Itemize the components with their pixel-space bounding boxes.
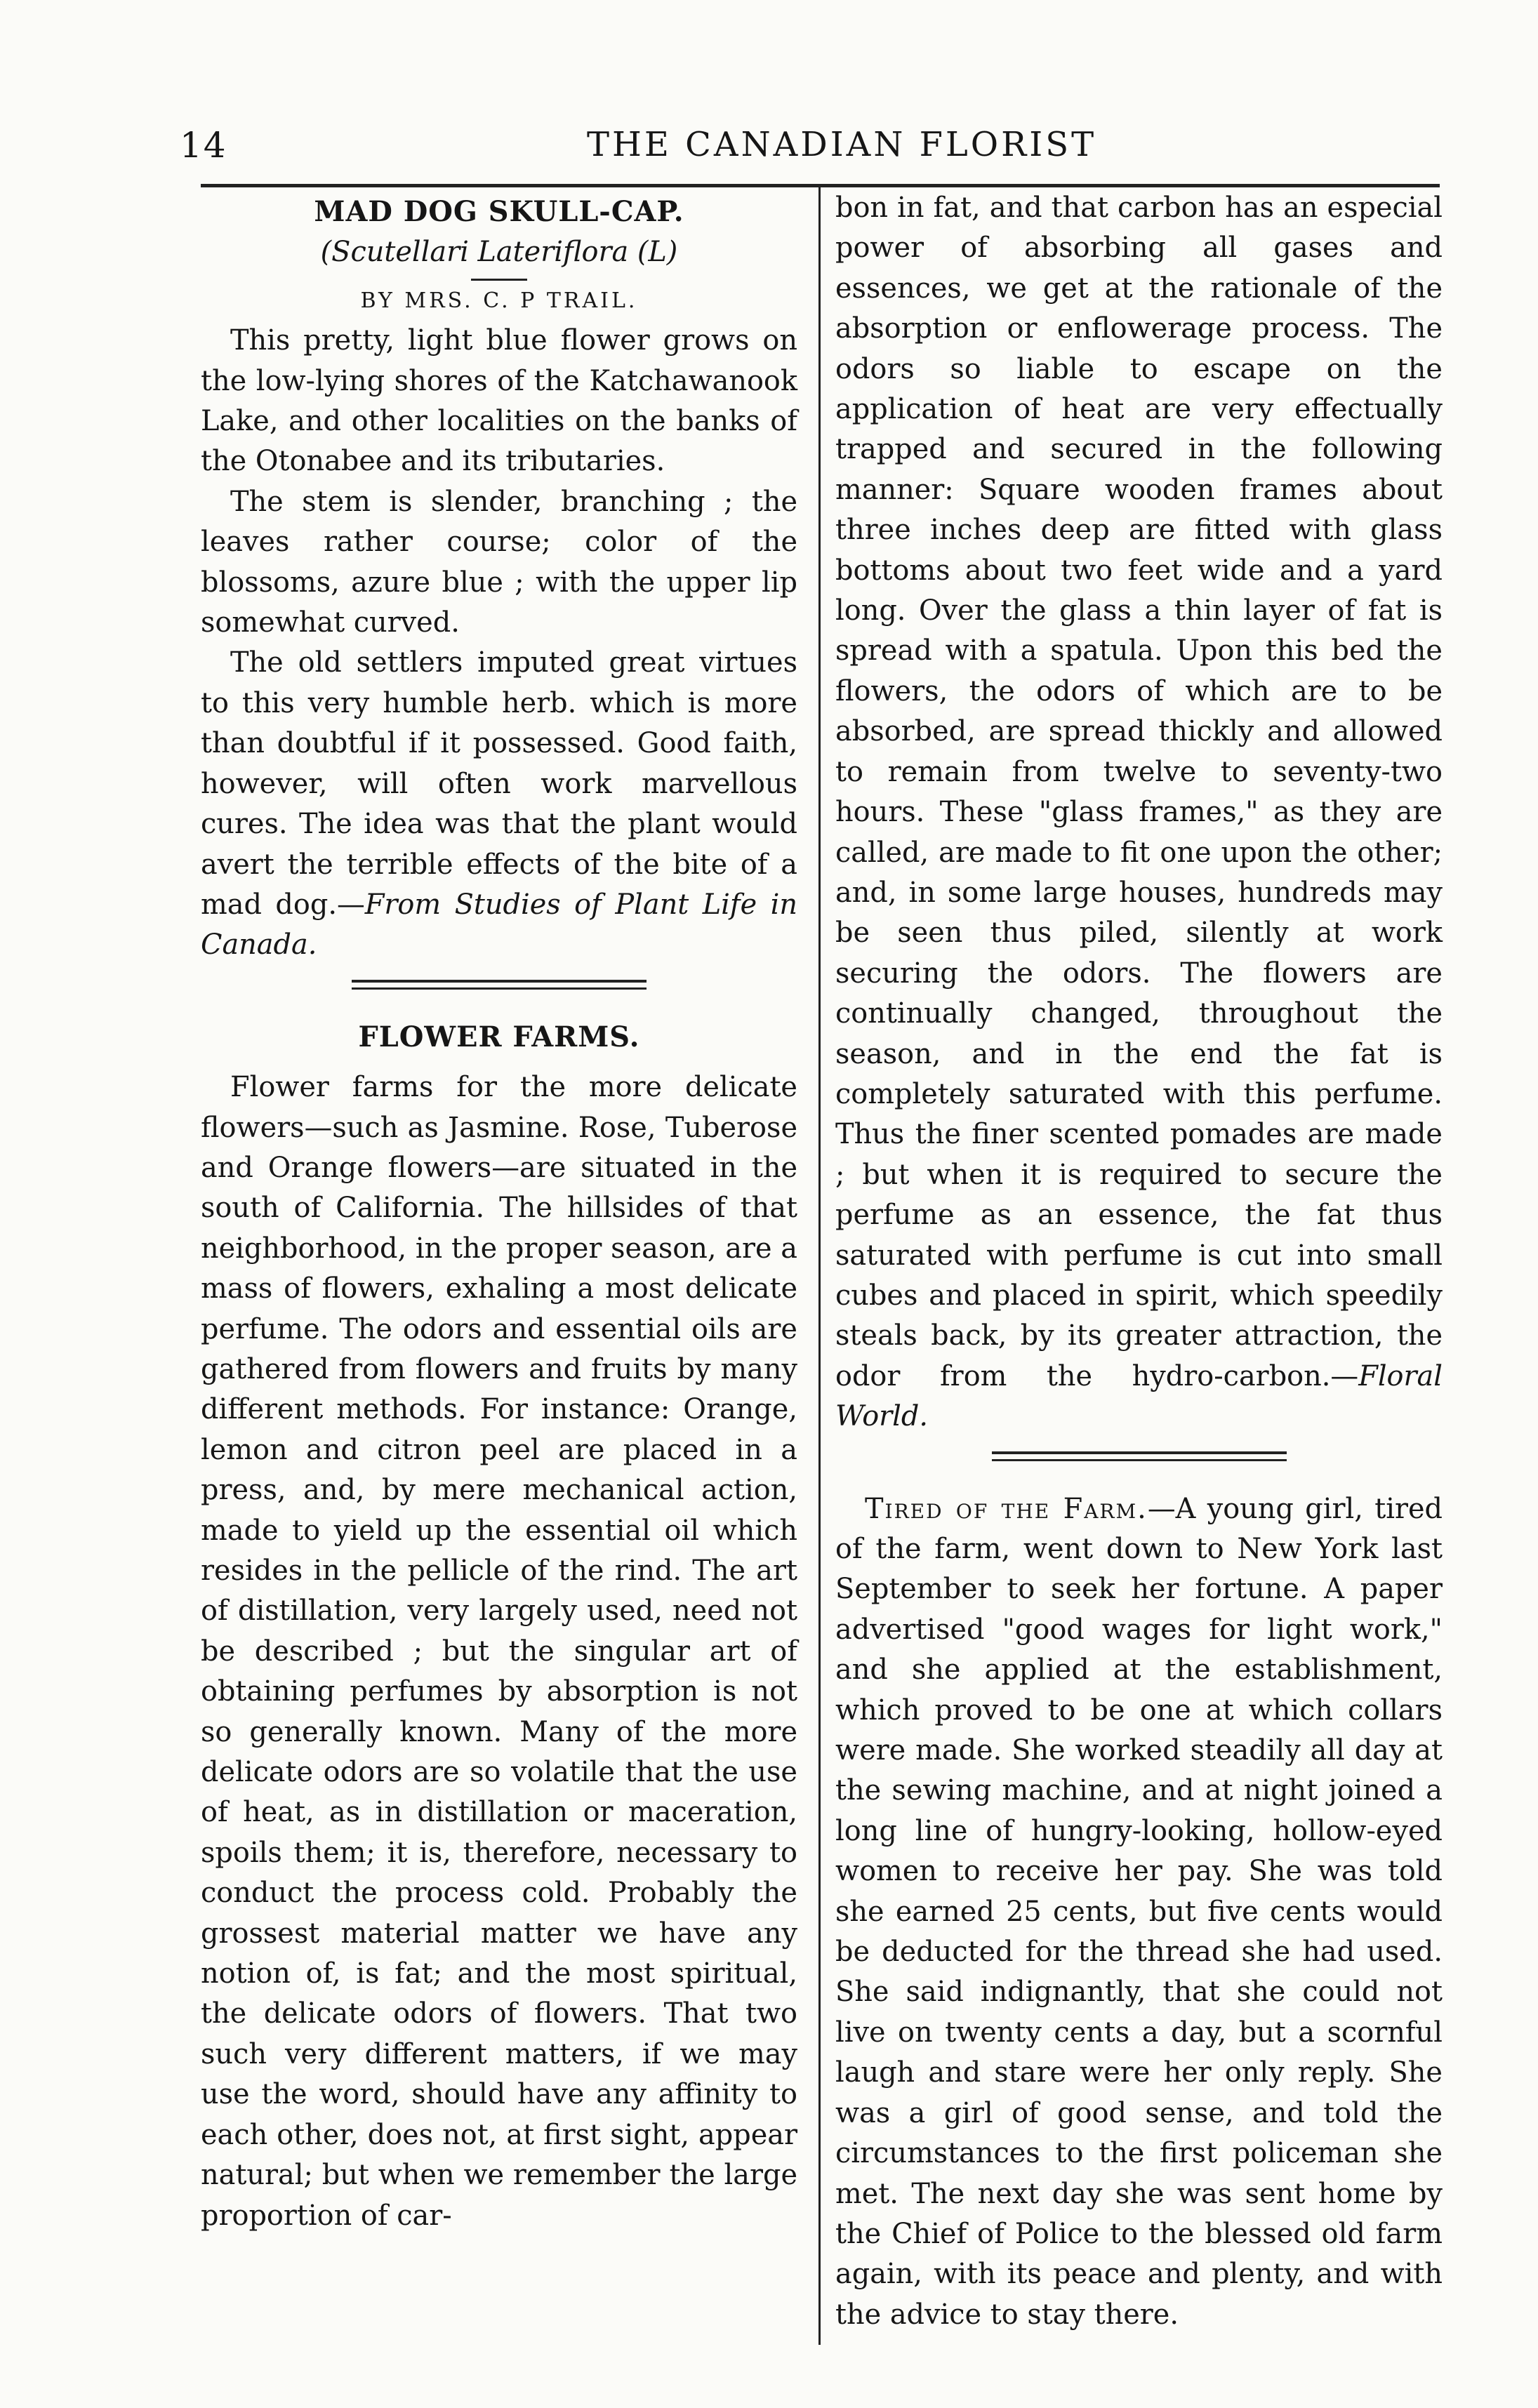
article-separator (352, 980, 647, 990)
skullcap-paragraph-3 (201, 643, 797, 965)
left-column (201, 188, 797, 2236)
flower-farms-text-right (835, 188, 1443, 1437)
page-number: 14 (180, 125, 227, 166)
flower-farms-source: Floral World. (835, 1359, 1443, 1433)
article-separator-right (992, 1451, 1287, 1461)
article-byline: BY MRS. C. P TRAIL. (360, 288, 638, 313)
flower-farms-text-left: Flower farms for the more delicate flowers—such as Jasmine. Rose, Tuberose and Orange flowers—are situated in the south of California. The hillsides of that neighborhood, in the proper season, are a mass of flowers, exhaling a most delicate perfume. The odors and essential oils are gathered from flowers and fruits by many different methods. For instance: Orange, lemon and citron peel are placed in a press, and, by mere mechanical action, made to yield up the essential oil which resides in the pellicle of the rind. The art of distillation, very largely used, need not be described ; but the singular art of obtaining perfumes by absorption is not so generally known. Many of the more delicate odors are so volatile that the use of heat, as in distillation or maceration, spoils them; it is, therefore, necessary to conduct the process cold. Probably the grossest material matter we have any notion of, is fat; and the most spiritual, the delicate odors of flowers. That two such very different matters, if we may use the word, should have any affinity to each other, does not, at first sight, appear natural; but when we remember the large proportion of car- (201, 1071, 797, 2232)
flower-farms-continuation: bon in fat, and that carbon has an especial power of absorbing all gases and essences, we get at the rationale of the absorption or enflowerage process. The odors so liable to escape on the application of heat are very effectually trapped and secured in the following manner: Square wooden frames about three inches deep are fitted with glass bottoms about two feet wide and a yard long. Over the glass a thin layer of fat is spread with a spatula. Upon this bed the flowers, the odors of which are to be absorbed, are spread thickly and allowed to remain from twelve to seventy-two hours. These "glass frames," as they are called, are made to fit one upon the other; and, in some large houses, hundreds may be seen thus piled, silently at work securing the odors. The flowers are continually changed, throughout the season, and in the end the fat is completely saturated with this perfume. Thus the finer scented pomades are made ; but when it is required to secure the perfume as an essence, the fat thus saturated with perfume is cut into small cubes and placed in spirit, which speedily steals back, by its greater attraction, the odor from the hydro-carbon.— (835, 192, 1443, 1392)
skullcap-paragraph-2: The stem is slender, branching ; the leaves rather course; color of the blossoms, azure blue ; with the upper lip somewhat curved. (201, 485, 797, 639)
running-title: THE CANADIAN FLORIST (587, 125, 1097, 164)
right-column (835, 188, 1443, 2335)
column-rule (818, 187, 821, 2345)
article-title-flower-farms: FLOWER FARMS. (358, 1020, 640, 1053)
tired-farm-text: —A young girl, tired of the farm, went down to New York last September to seek her fortune. A paper advertised "good wages for light work," and she applied at the establishment, which proved to be one at which collars were made. She worked steadily all day at the sewing machine, and at night joined a long line of hungry-looking, hollow-eyed women to receive her pay. She was told she earned 25 cents, but five cents would be deducted for the thread she had used. She said indignantly, that she could not live on twenty cents a day, but a scornful laugh and stare were her only reply. She was a girl of good sense, and told the circumstances to the first policeman she met. The next day she was sent home by the Chief of Police to the blessed old farm again, with its peace and plenty, and with the advice to stay there. (835, 1492, 1443, 2331)
tired-farm-lead: Tired of the Farm. (865, 1492, 1148, 1525)
article-subtitle-skullcap: (Scutellari Lateriflora (L) (320, 236, 678, 269)
tired-farm-paragraph (835, 1489, 1443, 2336)
article-title-skullcap: MAD DOG SKULL-CAP. (314, 196, 684, 228)
skullcap-paragraph-3-text: The old settlers imputed great virtues to this very humble herb. which is more than doubtful if it possessed. Good faith, however, will often work marvellous cures. The idea was that the plant would avert the terrible effects of the bite of a mad dog.— (201, 646, 797, 921)
skullcap-paragraph-1: This pretty, light blue flower grows on the low-lying shores of the Katchawanook Lake, and other localities on the banks of the Otonabee and its tributaries. (201, 324, 797, 478)
skullcap-source: From Studies of Plant Life in Canada. (201, 888, 797, 962)
